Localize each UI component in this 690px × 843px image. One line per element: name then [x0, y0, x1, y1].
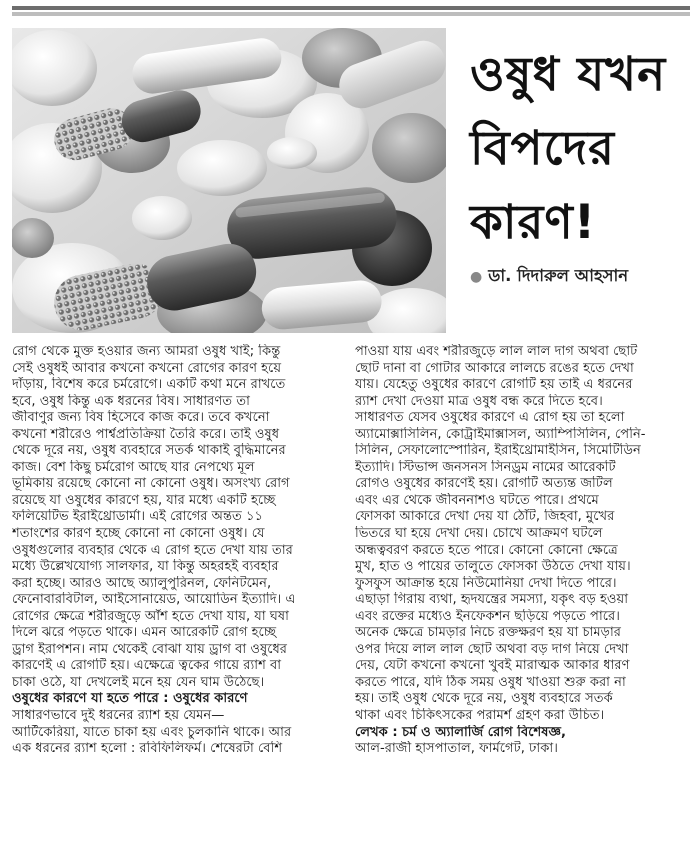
- bullet-dot-icon: ●: [470, 269, 483, 285]
- body-text-line: লেখক : চর্ম ও অ্যালার্জি রোগ বিশেষজ্ঞ,: [355, 724, 566, 740]
- body-text-line: হবে, ওষুধ কিন্তু এক ধরনের বিষ। সাধারণত তা: [12, 393, 250, 409]
- body-text-line: ওষুধের কারণে যা হতে পারে : ওষুধের কারণে: [12, 691, 248, 707]
- body-text-line: আল-রাজী হাসপাতাল, ফার্মগেট, ঢাকা।: [355, 741, 558, 757]
- body-text-line: দেয়, যেটা কখনো কখনো খুবই মারাত্মক আকার ধারণ: [355, 658, 630, 674]
- body-text-line: কারণেই এ রোগটি হয়। এক্ষেত্রে ত্বকের গায়ে র‌্যাশ বা: [12, 658, 282, 674]
- body-text-line: এবং রক্তের মধ্যেও ইনফেকশন ছড়িয়ে পড়তে পারে।: [355, 608, 620, 624]
- pills-illustration: [12, 28, 446, 333]
- body-text-line: সাধারণত যেসব ওষুধের কারণে এ রোগ হয় তা হলো: [355, 410, 625, 426]
- headline-line-2: বিপদের: [470, 121, 615, 176]
- body-text-line: করা হচ্ছে। আরও আছে অ্যালুপুরিনল, ফেনিটমেন,: [12, 575, 272, 591]
- body-text-line: এছাড়া গিরায় ব্যথা, হৃদযন্ত্রের সমস্যা, যকৃৎ বড় হওয়া: [355, 592, 628, 608]
- body-text-line: রোগ থেকে মুক্ত হওয়ার জন্য আমরা ওষুধ খাই; কিন্তু: [12, 344, 281, 359]
- byline: [470, 263, 685, 290]
- body-text-line: মধ্যে উল্লেখযোগ্য সালফার, যা কিন্তু অহরহই ব্যবহার: [12, 559, 279, 575]
- body-text-line: ফুসফুস আক্রান্ত হয়ে নিউমোনিয়া দেখা দিতে পারে।: [355, 575, 617, 591]
- top-rule: [12, 6, 690, 16]
- body-text-line: এবং এর থেকে জীবননাশও ঘটতে পারে। প্রথমে: [355, 492, 599, 508]
- body-text-line: ফোসকা আকারে দেখা দেয় যা ঠোঁট, জিহবা, মুখের: [355, 509, 615, 525]
- body-text-line: কখনো শরীরেও পার্শ্বপ্রতিক্রিয়া তৈরি করে। তাই ওষুধ: [12, 426, 280, 442]
- body-text-line: ছোট দানা বা গোটার আকারে লালচে রঙের হতে দেখা: [355, 360, 634, 376]
- body-text-line: সেই ওষুধই আবার কখনো কখনো রোগের কারণ হয়ে: [12, 360, 282, 376]
- headline-line-3: কারণ!: [470, 195, 597, 250]
- body-text-line: ওষুধগুলোর ব্যবহার থেকে এ রোগ হতে দেখা যায় তার: [12, 542, 293, 558]
- body-text-line: ভূমিকায় রয়েছে কোনো না কোনো ওষুধ। অসংখ্য রোগ: [12, 476, 290, 492]
- body-text-line: ড্রাগ ইরাপশন। নাম থেকেই বোঝা যায় ড্রাগ বা ওষুধের: [12, 641, 288, 657]
- body-text-line: র‌্যাশ দেখা দেওয়া মাত্র ওষুধ বন্ধ করে দিতে হবে।: [355, 393, 603, 409]
- body-text-line: ফেনোবারবিটাল, আইসোনায়েড, আয়োডিন ইত্যাদি। এ: [12, 592, 296, 608]
- article-headline: [470, 38, 685, 260]
- body-text-line: রোগও ওষুধের কারণেই হয়। রোগটি অত্যন্ত জটিল: [355, 476, 613, 492]
- headline-line-1: ওষুধ যখন: [470, 47, 667, 102]
- left-column: [12, 344, 339, 836]
- body-text-line: কাজ। বেশ কিছু চর্মরোগ আছে যার নেপথ্যে মূল: [12, 459, 255, 475]
- body-text-line: করতে পারে, যদি ঠিক সময় ওষুধ খাওয়া শুরু করা না: [355, 674, 626, 690]
- body-text-line: জীবাণুর জন্য বিষ হিসেবে কাজ করে। তবে কখনো: [12, 410, 270, 426]
- body-text-line: দাঁড়ায়, বিশেষ করে চর্মরোগে। একটি কথা মনে রাখতে: [12, 377, 286, 393]
- body-text-line: অনেক ক্ষেত্রে চামড়ার নিচে রক্তক্ষরণ হয় যা চামড়ার: [355, 625, 621, 641]
- body-text-line: এক ধরনের র‌্যাশ হলো : রবিফিলিফর্ম। শেষেরটা বেশি: [12, 741, 283, 757]
- body-text-line: সাধারণভাবে দুই ধরনের র‌্যাশ হয় যেমন—: [12, 708, 225, 724]
- body-text-line: ভিতরে ঘা হয়ে দেখা দেয়। চোখে আক্রমণ ঘটলে: [355, 526, 603, 542]
- right-column: [355, 344, 682, 836]
- author-name: ডা. দিদারুল আহসান: [488, 266, 629, 285]
- body-text-line: থেকে দূরে নয়, ওষুধ ব্যবহারে সতর্ক থাকাই বুদ্ধিমানের: [12, 443, 286, 459]
- body-text-line: যায়। যেহেতু ওষুধের কারণে রোগটি হয় তাই এ ধরনের: [355, 377, 633, 393]
- body-text-line: থাকা এবং চিকিৎসকের পরামর্শ গ্রহণ করা উচিত।: [355, 708, 605, 724]
- body-text-line: মুখ, হাত ও পায়ের তালুতে ফোসকা উঠতে দেখা যায়।: [355, 559, 631, 575]
- body-text-line: রোগের ক্ষেত্রে শরীরজুড়ে আঁশ হতে দেখা যায়, যা ঘষা: [12, 608, 289, 624]
- body-text-line: আর্টিকেরিয়া, যাতে চাকা হয় এবং চুলকানি থাকে। আর: [12, 724, 292, 740]
- pills-photo: [12, 28, 446, 333]
- body-text-line: হয়। তাই ওষুধ থেকে দূরে নয়, ওষুধ ব্যবহারে সতর্ক: [355, 691, 613, 707]
- body-text-line: রয়েছে যা ওষুধের কারণে হয়, যার মধ্যে একটি হচ্ছে: [12, 492, 276, 508]
- body-text-line: শতাংশের কারণ হচ্ছে কোনো না কোনো ওষুধ। যে: [12, 526, 265, 542]
- body-text-line: ওপর দিয়ে লাল লাল ছোট অথবা বড় দাগ নিয়ে দেখা: [355, 641, 629, 657]
- body-text-line: সিলিন, সেফালোস্পোরিন, ইরাইথ্রোমাইসিন, সিমেটিডিন: [355, 443, 641, 459]
- body-text-line: পাওয়া যায় এবং শরীরজুড়ে লাল লাল দাগ অথবা ছোট: [355, 344, 638, 359]
- body-text-line: অন্ধত্ববরণ করতে হতে পারে। কোনো কোনো ক্ষেত্রে: [355, 542, 618, 558]
- body-text-line: ফলিয়েটিভ ইরাইথ্রোডার্মা। এই রোগের অন্তত ১১: [12, 509, 264, 525]
- body-text-line: দিলে ঝরে পড়তে থাকে। এমন আরেকটি রোগ হচ্ছে: [12, 625, 277, 641]
- body-text-line: অ্যামোক্সাসিলিন, কোট্রাইমাক্সাসল, অ্যাম্পিসিলিন, পেনি-: [355, 426, 646, 442]
- body-text-line: চাকা ওঠে, যা দেখলেই মনে হয় যেন ঘাম উঠেছে।: [12, 674, 265, 690]
- body-text-line: ইত্যাদি। স্টিভান্স জনসনস সিনড্রম নামের আরেকটি: [355, 459, 616, 475]
